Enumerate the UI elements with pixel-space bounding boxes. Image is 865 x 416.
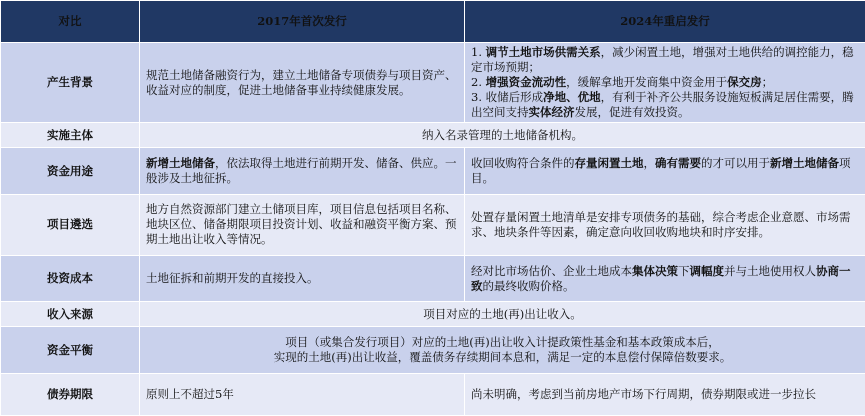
text-span: 收回收购符合条件的 (471, 156, 575, 171)
row-income (1, 302, 865, 327)
text-span: 项目。 (471, 156, 851, 186)
text-span: 1. (471, 45, 486, 60)
bold-span: 调幅度 (689, 263, 724, 278)
bold-span: 协商一致 (471, 263, 851, 293)
bold-span: 确有需要 (655, 156, 701, 171)
usage-2024 (465, 148, 865, 194)
row-selection (1, 194, 865, 255)
text-span: 2. (471, 75, 486, 90)
row-label-term: 债券期限 (1, 373, 140, 415)
row-subject (1, 123, 865, 148)
usage-2017 (140, 148, 465, 194)
row-label-background: 产生背景 (1, 43, 140, 123)
bold-span: 集体决策 (632, 263, 678, 278)
header-2017: 2017年首次发行 (140, 1, 465, 43)
balance-line-2: 实现的土地(再)出让收益，覆盖债务存续期间本息和，满足一定的本息偿付保障倍数要求。 (273, 350, 732, 365)
income-text: 项目对应的土地(再)出让收入。 (140, 302, 865, 327)
row-background (1, 43, 865, 123)
bold-span: 保交房 (727, 75, 762, 90)
bold-span: 净地、优地 (543, 90, 601, 105)
row-balance (1, 327, 865, 373)
bold-span: 新增土地储备 (146, 156, 215, 171)
header-compare: 对比 (1, 1, 140, 43)
cost-2017: 土地征拆和前期开发的直接投入。 (140, 255, 465, 301)
row-label-usage: 资金用途 (1, 148, 140, 194)
row-label-balance: 资金平衡 (1, 327, 140, 373)
text-span: 并与土地使用权人 (724, 263, 816, 278)
text-span: ，依法取得土地进行前期开发、储备、供应。一般涉及土地征拆。 (146, 156, 457, 186)
text-span: ， (643, 156, 655, 171)
bold-span: 增强资金流动性 (485, 75, 567, 90)
header-2024: 2024年重启发行 (465, 1, 865, 43)
background-2024 (465, 43, 865, 123)
text-span: 发展，促进有效投资。 (574, 105, 690, 120)
text-span: ，缓解拿地开发商集中资金用于 (566, 75, 728, 90)
text-span: ； (761, 75, 774, 90)
header-row (1, 1, 865, 43)
term-2024: 尚未明确，考虑到当前房地产市场下行周期，债券期限或进一步拉长 (465, 373, 865, 415)
text-span: 经对比市场估价、企业土地成本 (471, 263, 632, 278)
background-2017: 规范土地储备融资行为，建立土地储备专项债券与项目资产、收益对应的制度，促进土地储备事业持续健康发展。 (140, 43, 465, 123)
selection-2024: 处置存量闲置土地清单是安排专项债务的基础，综合考虑企业意愿、市场需求、地块条件等因素，确定意向收回收购地块和时序安排。 (465, 194, 865, 255)
text-span: ，减少闲置土地，增强对土地供给的调控能力，稳定市场预期； (471, 45, 854, 75)
balance-line-1: 项目（或集合发行项目）对应的土地(再)出让收入计提政策性基金和基本政策成本后， (285, 335, 720, 350)
bold-span: 新增土地储备 (770, 156, 839, 171)
subject-text: 纳入名录管理的土地储备机构。 (140, 123, 865, 148)
text-span: ，有利于补齐公共服务设施短板满足居住需要，腾出空间支持 (471, 90, 854, 120)
bold-span: 存量闲置土地 (574, 156, 644, 171)
cost-2024 (465, 255, 865, 301)
row-usage (1, 148, 865, 194)
row-label-subject: 实施主体 (1, 123, 140, 148)
text-span: 下 (678, 263, 690, 278)
bold-span: 调节土地市场供需关系 (485, 45, 601, 60)
row-cost (1, 255, 865, 301)
text-span: 3. 收储后形成 (471, 90, 544, 105)
balance-text (140, 327, 865, 373)
term-2017: 原则上不超过5年 (140, 373, 465, 415)
row-label-income: 收入来源 (1, 302, 140, 327)
row-label-cost: 投资成本 (1, 255, 140, 301)
row-label-selection: 项目遴选 (1, 194, 140, 255)
text-span: 的才可以用于 (701, 156, 770, 171)
row-term (1, 373, 865, 415)
selection-2017: 地方自然资源部门建立土储项目库，项目信息包括项目名称、地块区位、储备期限项目投资计划、收益和融资平衡方案、预期土地出让收入等情况。 (140, 194, 465, 255)
bold-span: 实体经济 (528, 105, 575, 120)
text-span: 的最终收购价格。 (482, 278, 575, 293)
